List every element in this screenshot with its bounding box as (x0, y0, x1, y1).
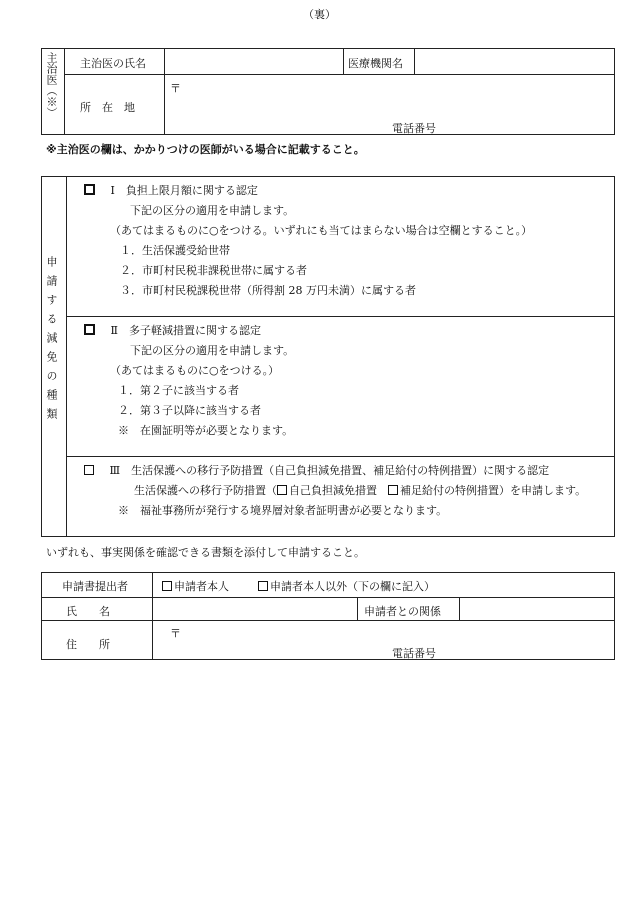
sec3-title: Ⅲ 生活保護への移行予防措置（自己負担減免措置、補足給付の特例措置）に関する認定 (109, 464, 550, 477)
submitter-phone-label: 電話番号 (392, 647, 436, 660)
sec3-line1 (134, 482, 586, 498)
sec3-row (84, 462, 549, 478)
reduction-side-label: 申請する減免の種類 (45, 256, 58, 427)
sec2-row (84, 322, 261, 338)
sec2-title: Ⅱ 多子軽減措置に関する認定 (110, 324, 261, 337)
sec1-title: Ⅰ 負担上限月額に関する認定 (110, 184, 258, 197)
sec1-line2: （あてはまるものに○をつける。いずれにも当てはまらない場合は空欄とすること。） (110, 224, 533, 237)
submitter-options (162, 578, 435, 594)
sec2-option-1[interactable]: １．第２子に該当する者 (118, 384, 239, 397)
doctor-phone-label: 電話番号 (392, 122, 436, 135)
submitter-other-checkbox[interactable] (258, 581, 268, 591)
submitter-postal-mark: 〒 (170, 627, 181, 640)
institution-field[interactable] (418, 52, 610, 72)
sec3-opt1-checkbox[interactable] (277, 485, 287, 495)
institution-label: 医療機関名 (348, 57, 403, 70)
doctor-postal-mark: 〒 (170, 82, 181, 95)
sec2-line2: （あてはまるものに○をつける。） (110, 364, 280, 377)
submitter-label: 申請書提出者 (62, 580, 128, 593)
doctor-side-label: 主治医（※） (45, 52, 58, 118)
submitter-address-field[interactable] (156, 632, 606, 644)
attachment-note: いずれも、事実関係を確認できる書類を添付して申請すること。 (46, 546, 365, 559)
doctor-name-field[interactable] (168, 52, 340, 72)
sec3-line1-pre: 生活保護への移行予防措置（ (134, 484, 277, 497)
sec1-row (84, 182, 258, 198)
sec2-line1: 下記の区分の適用を申請します。 (130, 344, 295, 357)
sec3-opt1-label: 自己負担減免措置 (289, 484, 377, 497)
doctor-address-field[interactable] (168, 94, 608, 112)
sec2-option-2[interactable]: ２．第３子以降に該当する者 (118, 404, 261, 417)
sec1-option-1[interactable]: １．生活保護受給世帯 (120, 244, 230, 257)
sec1-option-2[interactable]: ２．市町村民税非課税世帯に属する者 (120, 264, 307, 277)
sec3-opt2-checkbox[interactable] (388, 485, 398, 495)
sec2-note: ※ 在園証明等が必要となります。 (118, 424, 294, 437)
page-side-label: （裏） (303, 8, 336, 21)
sec3-note: ※ 福祉事務所が発行する境界層対象者証明書が必要となります。 (118, 504, 448, 517)
submitter-other-label: 申請者本人以外（下の欄に記入） (270, 580, 435, 593)
submitter-address-label: 住 所 (66, 638, 110, 651)
sec3-checkbox[interactable] (84, 465, 94, 475)
sec1-option-3[interactable]: ３．市町村民税課税世帯（所得割 28 万円未満）に属する者 (120, 284, 416, 297)
submitter-name-field[interactable] (156, 600, 352, 617)
sec2-checkbox[interactable] (84, 324, 95, 335)
submitter-self-checkbox[interactable] (162, 581, 172, 591)
relation-label: 申請者との関係 (364, 605, 441, 618)
doctor-name-label: 主治医の氏名 (80, 57, 146, 70)
submitter-self-label: 申請者本人 (174, 580, 229, 593)
sec1-line1: 下記の区分の適用を申請します。 (130, 204, 295, 217)
doctor-address-label: 所 在 地 (80, 101, 135, 114)
sec1-checkbox[interactable] (84, 184, 95, 195)
sec3-line1-post: ）を申請します。 (499, 484, 587, 497)
submitter-name-label: 氏 名 (66, 605, 110, 618)
doctor-phone-field[interactable] (450, 117, 608, 133)
sec3-opt2-label: 補足給付の特例措置 (400, 484, 499, 497)
doctor-note: ※主治医の欄は、かかりつけの医師がいる場合に記載すること。 (46, 143, 365, 156)
relation-field[interactable] (463, 600, 611, 617)
